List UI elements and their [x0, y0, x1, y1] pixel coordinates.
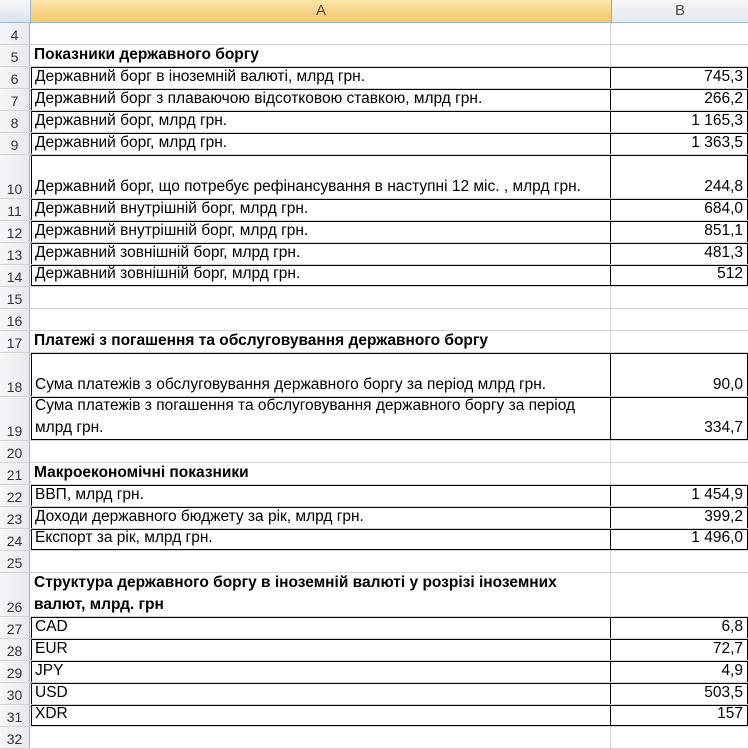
cell-a-text: Сума платежів з обслуговування державного боргу за період млрд грн.: [35, 376, 547, 393]
cell-a-text: Доходи державного бюджету за рік, млрд грн.: [35, 508, 364, 525]
row-number[interactable]: 16: [0, 309, 30, 330]
cell-a[interactable]: [31, 221, 611, 242]
table-row: [0, 331, 748, 353]
cell-b-text: 1 363,5: [691, 134, 743, 151]
cell-a[interactable]: [31, 639, 611, 660]
row-number[interactable]: 21: [0, 463, 30, 484]
cell-b[interactable]: [611, 89, 748, 110]
cell-a-text: EUR: [35, 640, 68, 657]
cell-a-text: Державний внутрішній борг, млрд грн.: [35, 222, 309, 239]
cell-a[interactable]: [31, 507, 611, 528]
cell-a[interactable]: [31, 683, 611, 704]
table-row: [0, 221, 748, 243]
cell-b-text: 334,7: [704, 419, 743, 436]
cell-b-text: 90,0: [712, 376, 743, 393]
cell-b[interactable]: [611, 529, 748, 550]
table-row: [0, 199, 748, 221]
table-row: [0, 683, 748, 705]
cell-a-text: JPY: [35, 662, 64, 679]
row-number[interactable]: 32: [0, 727, 30, 748]
row-number[interactable]: 29: [0, 661, 30, 682]
cell-a[interactable]: [31, 45, 611, 66]
cell-a[interactable]: [31, 441, 611, 462]
table-row: [0, 265, 748, 287]
table-row: [0, 661, 748, 683]
cell-a[interactable]: [31, 727, 611, 748]
cell-a-text: Платежі з погашення та обслуговування державного боргу: [34, 332, 488, 349]
row-number[interactable]: 15: [0, 287, 30, 308]
cell-b[interactable]: [611, 727, 748, 748]
cell-a[interactable]: [31, 705, 611, 726]
table-row: [0, 353, 748, 397]
cell-a-text: Державний борг в іноземній валюті, млрд грн.: [35, 68, 366, 85]
cell-b[interactable]: [611, 507, 748, 528]
cell-a-text: Макроекономічні показники: [34, 464, 249, 481]
cell-a[interactable]: [31, 617, 611, 638]
cell-a[interactable]: [31, 111, 611, 132]
cell-a[interactable]: [31, 551, 611, 572]
cell-a[interactable]: [31, 133, 611, 154]
cell-b[interactable]: [611, 265, 748, 286]
cell-a-text: XDR: [35, 705, 68, 722]
column-header-a[interactable]: A: [31, 0, 612, 22]
cell-b[interactable]: [611, 309, 748, 330]
cell-b[interactable]: [611, 155, 748, 198]
row-number[interactable]: 17: [0, 331, 30, 352]
cell-a[interactable]: [31, 199, 611, 220]
cell-b[interactable]: [611, 221, 748, 242]
cell-b-text: 851,1: [704, 222, 743, 239]
cell-a-text: Державний зовнішній борг, млрд грн.: [35, 244, 301, 261]
row-number[interactable]: 19: [0, 397, 30, 440]
table-row: [0, 397, 748, 441]
cell-a-text: Сума платежів з погашення та обслуговування державного боргу за період млрд грн.: [35, 397, 576, 436]
cell-b[interactable]: [611, 243, 748, 264]
row-number[interactable]: 31: [0, 705, 30, 726]
cell-b-text: 503,5: [704, 684, 743, 701]
cell-a[interactable]: [31, 309, 611, 330]
cell-b-text: 266,2: [704, 90, 743, 107]
cell-a-text: Державний борг, млрд грн.: [35, 134, 228, 151]
cell-b[interactable]: [611, 463, 748, 484]
row-number[interactable]: 27: [0, 617, 30, 638]
row-number[interactable]: 20: [0, 441, 30, 462]
table-row: [0, 485, 748, 507]
cell-b[interactable]: [611, 551, 748, 572]
row-number[interactable]: 22: [0, 485, 30, 506]
cell-a[interactable]: [31, 661, 611, 682]
cell-b[interactable]: [611, 661, 748, 682]
cell-b-text: 684,0: [704, 200, 743, 217]
row-number[interactable]: 18: [0, 353, 30, 396]
cell-b-text: 745,3: [704, 68, 743, 85]
cell-b[interactable]: [611, 331, 748, 352]
cell-a-text: Експорт за рік, млрд грн.: [35, 529, 213, 546]
select-all-corner[interactable]: [0, 0, 31, 22]
cell-a-text: ВВП, млрд грн.: [35, 486, 144, 503]
row-number[interactable]: 23: [0, 507, 30, 528]
row-number[interactable]: 7: [0, 89, 30, 110]
table-row: [0, 529, 748, 551]
cell-b[interactable]: [611, 67, 748, 88]
cell-b[interactable]: [611, 23, 748, 44]
cell-a[interactable]: [31, 353, 611, 396]
row-number[interactable]: 4: [0, 23, 30, 44]
table-row: [0, 133, 748, 155]
cell-a[interactable]: [31, 89, 611, 110]
row-number[interactable]: 26: [0, 573, 30, 616]
table-row: [0, 287, 748, 309]
cell-b-text: 399,2: [704, 508, 743, 525]
cell-b-text: 4,9: [721, 662, 743, 679]
cell-b-text: 1 165,3: [691, 112, 743, 129]
cell-a[interactable]: [31, 243, 611, 264]
cell-a-text: Державний борг, що потребує рефінансування в наступні 12 міс. , млрд грн.: [35, 178, 581, 195]
cell-a[interactable]: [31, 265, 611, 286]
row-number[interactable]: 24: [0, 529, 30, 550]
cell-a-text: CAD: [35, 618, 68, 635]
column-header-b[interactable]: B: [674, 2, 685, 19]
table-row: [0, 639, 748, 661]
cell-b[interactable]: [611, 441, 748, 462]
cell-b[interactable]: [611, 287, 748, 308]
cell-a-text: Державний борг з плаваючою відсотковою ставкою, млрд грн.: [35, 90, 483, 107]
table-row: [0, 551, 748, 573]
cell-b[interactable]: [611, 133, 748, 154]
table-row: [0, 243, 748, 265]
cell-a-text: Показники державного боргу: [34, 46, 259, 63]
table-row: [0, 309, 748, 331]
table-row: [0, 23, 748, 45]
table-row: [0, 89, 748, 111]
cell-a[interactable]: [31, 155, 611, 198]
row-number[interactable]: 6: [0, 67, 30, 88]
table-row: [0, 67, 748, 89]
row-number[interactable]: 14: [0, 265, 30, 286]
cell-b[interactable]: [611, 45, 748, 66]
cell-a[interactable]: [31, 573, 611, 616]
cell-b[interactable]: [611, 111, 748, 132]
cell-a[interactable]: [31, 529, 611, 550]
table-row: [0, 45, 748, 67]
cell-b[interactable]: [611, 397, 748, 440]
cell-b[interactable]: [611, 485, 748, 506]
row-number[interactable]: 13: [0, 243, 30, 264]
table-row: [0, 463, 748, 485]
row-number[interactable]: 8: [0, 111, 30, 132]
table-row: [0, 155, 748, 199]
column-header-bar: [0, 0, 748, 23]
cell-b[interactable]: [611, 353, 748, 396]
row-number[interactable]: 10: [0, 155, 30, 198]
cell-a-text: USD: [35, 684, 68, 701]
table-row: [0, 573, 748, 617]
cell-a[interactable]: [31, 331, 611, 352]
cell-b-text: 1 496,0: [691, 529, 743, 546]
table-row: [0, 111, 748, 133]
cell-a[interactable]: [31, 485, 611, 506]
cell-a-text: Державний внутрішній борг, млрд грн.: [35, 200, 309, 217]
cell-b-text: 72,7: [712, 640, 743, 657]
row-number[interactable]: 11: [0, 199, 30, 220]
cell-grid: [0, 23, 748, 749]
table-row: [0, 507, 748, 529]
cell-a-text: Структура державного боргу в іноземній валюті у розрізі іноземних валют, млрд. грн: [34, 574, 557, 613]
cell-a[interactable]: [31, 287, 611, 308]
row-number[interactable]: 28: [0, 639, 30, 660]
cell-b[interactable]: [611, 199, 748, 220]
cell-b[interactable]: [611, 705, 748, 726]
cell-b-text: 244,8: [704, 178, 743, 195]
cell-b[interactable]: [611, 639, 748, 660]
cell-b-text: 1 454,9: [691, 486, 743, 503]
cell-a-text: Державний зовнішній борг, млрд грн.: [35, 265, 301, 282]
cell-b-text: 512: [717, 265, 743, 282]
row-number[interactable]: 25: [0, 551, 30, 572]
cell-b-text: 6,8: [721, 618, 743, 635]
cell-b[interactable]: [611, 683, 748, 704]
cell-b-text: 481,3: [704, 244, 743, 261]
cell-a[interactable]: [31, 397, 611, 440]
cell-b[interactable]: [611, 573, 748, 616]
cell-b[interactable]: [611, 617, 748, 638]
row-number[interactable]: 12: [0, 221, 30, 242]
cell-a[interactable]: [31, 67, 611, 88]
table-row: [0, 441, 748, 463]
cell-a[interactable]: [31, 463, 611, 484]
table-row: [0, 617, 748, 639]
cell-b-text: 157: [717, 705, 743, 722]
row-number[interactable]: 9: [0, 133, 30, 154]
cell-a-text: Державний борг, млрд грн.: [35, 112, 228, 129]
row-number[interactable]: 5: [0, 45, 30, 66]
cell-a[interactable]: [31, 23, 611, 44]
row-number[interactable]: 30: [0, 683, 30, 704]
table-row: [0, 705, 748, 727]
